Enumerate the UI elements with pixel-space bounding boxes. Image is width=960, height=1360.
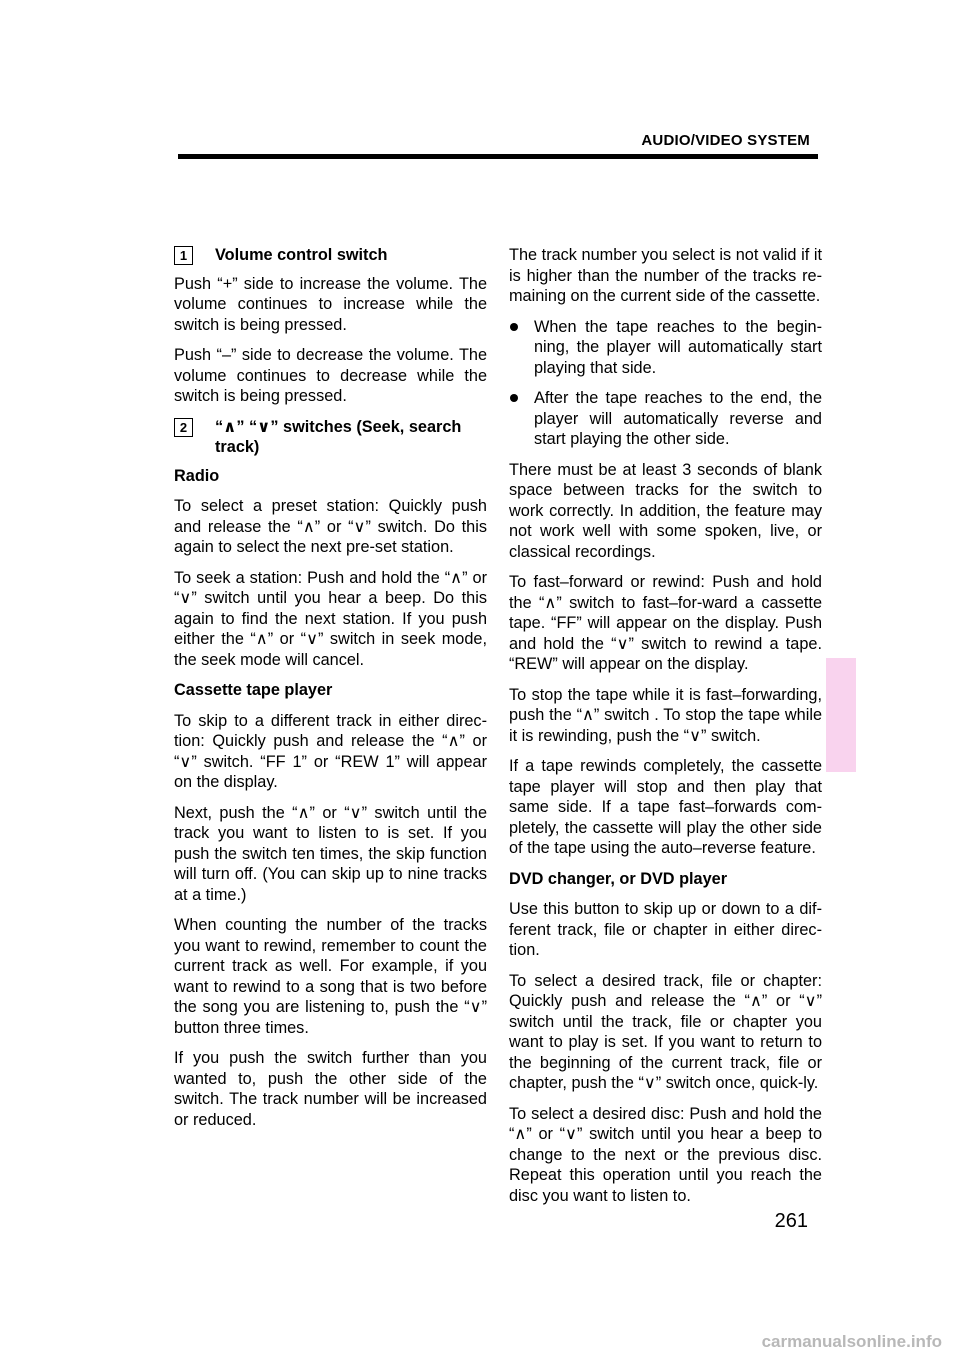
- list-item-text: After the tape reaches to the end, the player will automatically reverse and start playing the other side.: [534, 389, 822, 448]
- paragraph: If you push the switch further than you wanted to, push the other side of the switch. The track number will be increased or reduced.: [174, 1049, 487, 1129]
- paragraph: Push “–” side to decrease the volume. The volume continues to decrease while the switch is being pressed.: [174, 346, 487, 405]
- paragraph: Next, push the “∧” or “∨” switch until the track you want to listen to is set. If you push the switch ten times, the skip function will turn off. (You can skip up to nine tracks at a time.): [174, 803, 487, 904]
- page-number: 261: [774, 1210, 808, 1232]
- section-tab: [826, 658, 856, 772]
- paragraph: To skip to a different track in either direc-tion: Quickly push and release the “∧” or “∨” switch. “FF 1” or “REW 1” will appear on the display.: [174, 711, 487, 791]
- paragraph: If a tape rewinds completely, the cassette tape player will stop and then play that same side. If a tape fast–forwards com-pletely, the cassette will play the other side of the tape using the auto–reverse feature.: [509, 757, 822, 857]
- section-heading-dvd: DVD changer, or DVD player: [509, 869, 728, 888]
- paragraph: When counting the number of the tracks you want to rewind, remember to count the current track as well. For example, if you want to rewind to a song that is two before the song you are listening to, push the “∨” button three times.: [174, 916, 487, 1037]
- item-heading-text: Volume control switch: [215, 246, 388, 264]
- watermark: carmanualsonline.info: [761, 1332, 942, 1351]
- list-item: [509, 388, 822, 450]
- paragraph: Push “+” side to increase the volume. The volume continues to increase while the switch is being pressed.: [174, 274, 487, 334]
- item-heading-text: “∧” “∨” switches (Seek, search track): [215, 417, 462, 456]
- bullet-list: [509, 317, 822, 450]
- paragraph: To select a preset station: Quickly push and release the “∧” or “∨” switch. Do this again to select the next pre-set station.: [174, 497, 487, 556]
- paragraph: The track number you select is not valid if it is higher than the number of the tracks re-maining on the current side of the cassette.: [509, 246, 822, 305]
- bullet-icon: [510, 323, 518, 331]
- header-rule: [178, 154, 818, 159]
- left-column: [174, 245, 487, 1140]
- list-item-text: When the tape reaches to the begin-ning, the player will automatically start playing that side.: [534, 317, 822, 377]
- item-number-badge: 1: [174, 246, 193, 265]
- paragraph: To select a desired disc: Push and hold the “∧” or “∨” switch until you hear a beep to change to the next or the previous disc. Repeat this operation until you reach the disc you want to listen to.: [509, 1104, 822, 1205]
- section-heading-cassette: Cassette tape player: [174, 681, 333, 699]
- paragraph: To select a desired track, file or chapter: Quickly push and release the “∧” or “∨” switch until the track, file or chapter you want to play is set. If you want to return to the beginning of the current track, file or chapter, push the “∨” switch once, quick-ly.: [509, 971, 822, 1092]
- item-2-heading: [174, 417, 487, 458]
- paragraph: To seek a station: Push and hold the “∧” or “∨” switch until you hear a beep. Do this again to find the next station. If you push either the “∧” or “∨” switch in seek mode, the seek mode will cancel.: [174, 568, 487, 669]
- bullet-icon: [510, 394, 518, 402]
- paragraph: There must be at least 3 seconds of blank space between tracks for the switch to work correctly. In addition, the feature may not work well with some spoken, live, or classical recordings.: [509, 460, 822, 561]
- paragraph: To fast–forward or rewind: Push and hold the “∧” switch to fast–for-ward a cassette tape. “FF” will appear on the display. Push and hold the “∨” switch to rewind a tape. “REW” will appear on the display.: [509, 573, 822, 673]
- right-column: [509, 245, 822, 1216]
- item-number-badge: 2: [174, 418, 193, 437]
- item-1-heading: [174, 245, 487, 266]
- paragraph: Use this button to skip up or down to a dif-ferent track, file or chapter in either direc-tion.: [509, 900, 822, 959]
- list-item: [509, 317, 822, 379]
- paragraph: To stop the tape while it is fast–forwarding, push the “∧” switch . To stop the tape while it is rewinding, push the “∨” switch.: [509, 685, 822, 745]
- page-header-title: AUDIO/VIDEO SYSTEM: [641, 132, 810, 149]
- section-heading-radio: Radio: [174, 466, 220, 485]
